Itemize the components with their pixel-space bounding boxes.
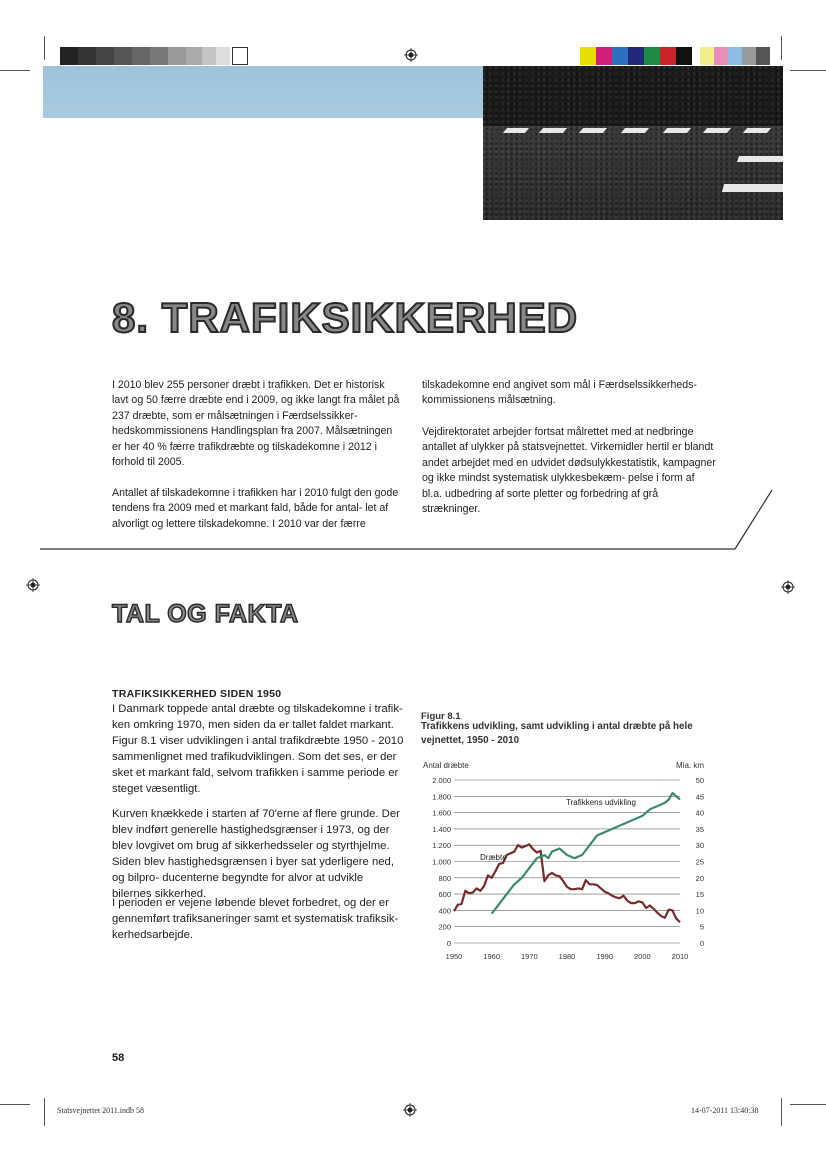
lane-marking <box>737 156 783 162</box>
crop-mark <box>0 70 30 71</box>
x-tick-label: 1970 <box>520 952 538 961</box>
section-title: TAL OG FAKTA <box>112 600 299 628</box>
body-paragraph: I Danmark toppede antal dræbte og tilskadekomne i trafik- ken omkring 1970, men siden da er tallet faldet markant. Figur 8.1 viser udviklingen i antal trafikdræbte 1950 - 2010 sammenlignet med trafikudviklingen. Som det ses, er der sket et markant fald, selvom trafikken i samme periode er steget væsentligt. <box>112 703 404 795</box>
intro-paragraph: I 2010 blev 255 personer dræbt i trafikken. Det er historisk lavt og 50 færre dræbte end i 2009, og ikke langt fra målet på 237 dræbte, som er målsætningen i Færdselssikker- hedskommissionens Handlingsplan fra 2007. Målsætningen er her 40 % færre trafikdræbte og tilskadekomne i 2012 i forhold til 2005. <box>112 379 400 469</box>
figure-number: Figur 8.1 <box>421 711 461 722</box>
lane-marking <box>743 128 771 133</box>
x-tick-label: 1980 <box>558 952 576 961</box>
y-right-tick-label: 30 <box>695 841 704 851</box>
swatch <box>644 47 660 65</box>
lane-marking <box>663 128 691 133</box>
y-left-tick-label: 1.600 <box>432 808 451 818</box>
swatch <box>700 47 714 65</box>
y-right-tick-label: 45 <box>695 792 704 802</box>
x-tick-label: 1960 <box>483 952 501 961</box>
road-photo <box>483 66 783 220</box>
swatch <box>660 47 676 65</box>
lane-marking <box>703 128 731 133</box>
swatch <box>60 47 78 65</box>
registration-mark-icon <box>781 580 795 594</box>
intro-paragraph: tilskadekomne end angivet som mål i Færdselssikkerheds- kommissionens målsætning. <box>422 379 697 407</box>
swatch <box>596 47 612 65</box>
crop-mark <box>790 70 826 71</box>
swatch <box>756 47 770 65</box>
y-left-tick-label: 1.800 <box>432 792 451 802</box>
x-tick-label: 1990 <box>596 952 614 961</box>
swatch <box>216 47 230 65</box>
figure-title-line: Trafikkens udvikling, samt udvikling i antal dræbte på hele <box>421 721 693 732</box>
registration-mark-icon <box>403 1103 417 1117</box>
swatch <box>114 47 132 65</box>
figure-title-line: vejnettet, 1950 - 2010 <box>421 735 520 746</box>
x-tick-label: 2000 <box>633 952 651 961</box>
figure-title <box>421 720 721 748</box>
y-left-tick-label: 1.400 <box>432 824 451 834</box>
crop-mark <box>44 36 45 60</box>
line-chart <box>418 756 708 966</box>
footer-filename: Statsvejnettet 2011.indb 58 <box>57 1106 145 1115</box>
y-left-tick-label: 800 <box>438 873 451 883</box>
y-left-tick-label: 2.000 <box>432 776 451 785</box>
y-left-tick-label: 1.000 <box>432 857 451 867</box>
series-line-trafikkens-udvikling <box>492 793 680 914</box>
y-left-tick-label: 0 <box>446 939 451 948</box>
swatch <box>728 47 742 65</box>
y-right-tick-label: 25 <box>695 857 704 867</box>
annotation-trafikkens-udvikling: Trafikkens udvikling <box>566 798 636 807</box>
registration-mark-icon <box>26 578 40 592</box>
subheading: TRAFIKSIKKERHED SIDEN 1950 <box>112 688 282 700</box>
crop-mark <box>790 1104 826 1105</box>
y-left-tick-label: 1.200 <box>432 841 451 851</box>
crop-mark <box>781 1098 782 1126</box>
y-left-tick-label: 600 <box>438 890 451 900</box>
registration-mark-icon <box>404 48 418 62</box>
section-divider <box>40 490 780 552</box>
y-left-tick-label: 200 <box>438 922 451 932</box>
lane-marking <box>503 128 529 133</box>
crop-mark <box>781 36 782 60</box>
x-tick-label: 1950 <box>445 952 463 961</box>
crop-mark <box>0 1104 30 1105</box>
intro-paragraph: Antallet af tilskadekomne i trafikken har i 2010 fulgt den gode tendens fra 2009 med et markant fald, både for antal- let af alvorligt og lettere tilskadekomne. I 2010 var der færre <box>112 487 399 530</box>
swatch <box>232 47 248 65</box>
page-number: 58 <box>112 1052 125 1064</box>
swatch <box>132 47 150 65</box>
y-right-tick-label: 5 <box>699 922 704 932</box>
lane-marking <box>579 128 607 133</box>
swatch <box>714 47 728 65</box>
body-paragraph: Kurven knækkede i starten af 70'erne af flere grunde. Der blev indført generelle hastighedsgrænser i 1973, og der blev lovgivet om brug af sikkerhedsseler og styrthjelme. Siden blev hastighedsgrænsen i byer sat yderligere ned, og bilpro- ducenterne begyndte for alvor at udvikle bilernes sikkerhed. <box>112 808 400 900</box>
footer-timestamp: 14-07-2011 13:40:38 <box>691 1106 759 1115</box>
lane-marking <box>722 184 783 192</box>
y-right-tick-label: 10 <box>695 906 704 916</box>
swatch <box>676 47 692 65</box>
y-right-tick-label: 35 <box>695 824 704 834</box>
lane-marking <box>539 128 567 133</box>
body-paragraph: I perioden er vejene løbende blevet forbedret, og der er gennemført trafiksaneringer samt et systematisk trafiksik- kerhedsarbejde. <box>112 897 399 941</box>
x-tick-label: 2010 <box>671 952 689 961</box>
y-right-tick-label: 0 <box>699 939 704 948</box>
swatch <box>78 47 96 65</box>
y-right-tick-label: 40 <box>695 808 704 818</box>
y-right-tick-label: 50 <box>695 776 704 785</box>
y-axis-right-label: Mia. km <box>676 761 704 770</box>
header-sky-band <box>43 66 513 118</box>
y-axis-left-label: Antal dræbte <box>423 761 469 770</box>
chapter-title: 8. TRAFIKSIKKERHED <box>112 294 579 341</box>
y-left-tick-label: 400 <box>438 906 451 916</box>
intro-paragraph: Vejdirektoratet arbejder fortsat målrettet med at nedbringe antallet af ulykker på statsvejnettet. Virkemidler hertil er blandt andet arbejdet med en udvidet dødsulykkestatistik, kampagner og ikke mindst systematisk ulykkesbekæm- pelse i form af bl.a. udbedring af sorte pletter og forbedring af grå strækninger. <box>422 426 716 516</box>
swatch <box>168 47 186 65</box>
crop-mark <box>44 1098 45 1126</box>
swatch <box>150 47 168 65</box>
lane-marking <box>621 128 649 133</box>
y-right-tick-label: 15 <box>695 890 704 900</box>
y-right-tick-label: 20 <box>695 873 704 883</box>
swatch <box>628 47 644 65</box>
swatch <box>612 47 628 65</box>
annotation-draebte: Dræbte <box>480 853 507 862</box>
swatch <box>742 47 756 65</box>
swatch <box>202 47 216 65</box>
swatch <box>96 47 114 65</box>
swatch <box>580 47 596 65</box>
swatch <box>186 47 202 65</box>
